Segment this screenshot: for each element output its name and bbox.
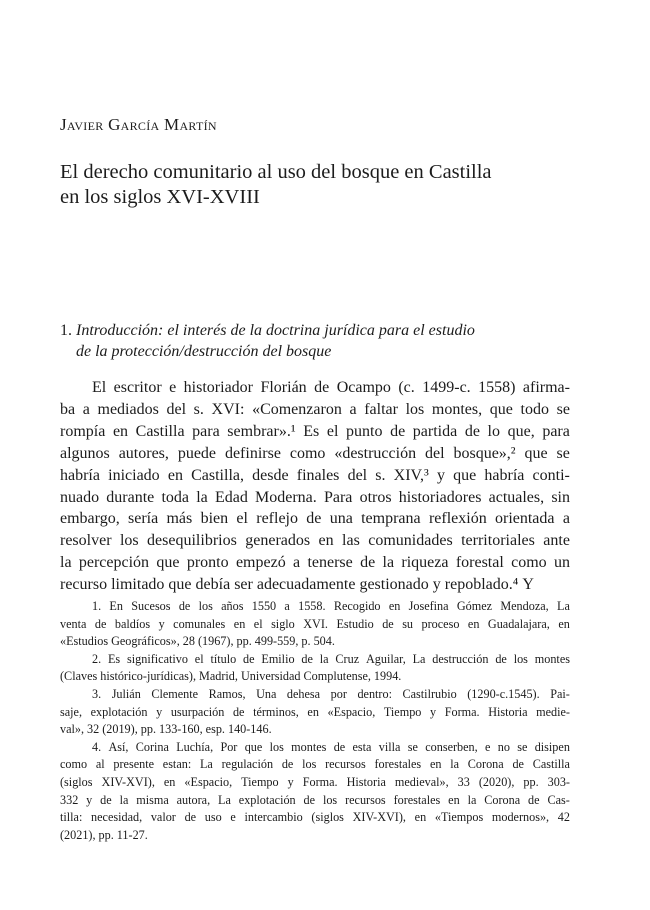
- title-line: El derecho comunitario al uso del bosque en Castilla: [60, 161, 492, 183]
- body-text-line: la percepción que pronto empezó a tenerse de la riqueza forestal como un: [60, 554, 570, 572]
- body-text-line: rompía en Castilla para sembrar».¹ Es el punto de partida de lo que, para: [60, 422, 570, 440]
- footnote-line: «Estudios Geográficos», 28 (1967), pp. 499-559, p. 504.: [60, 634, 335, 649]
- section-heading-line: [60, 320, 600, 341]
- title-line: en los siglos XVI-XVIII: [60, 186, 260, 208]
- footnote-line: (2021), pp. 11-27.: [60, 827, 148, 842]
- footnote-line: (Claves histórico-jurídicas), Madrid, Universidad Complutense, 1994.: [60, 669, 402, 684]
- footnote-line: 4. Así, Corina Luchía, Por que los montes de esta villa se conserben, e no se disipen: [92, 739, 570, 754]
- body-text-line: nuado durante toda la Edad Moderna. Para otros historiadores actuales, sin: [60, 488, 570, 506]
- footnote-line: 2. Es significativo el título de Emilio de la Cruz Aguilar, La destrucción de los montes: [92, 651, 570, 666]
- body-text: [60, 377, 570, 596]
- section-title-line: Introducción: el interés de la doctrina jurídica para el estudio: [76, 322, 475, 339]
- article-title: [60, 160, 560, 210]
- footnote-line: como al presente estan: La regulación de los recursos forestales en la Corona de Castilla: [60, 757, 570, 772]
- footnote-line: 1. En Sucesos de los años 1550 a 1558. Recogido en Josefina Gómez Mendoza, La: [92, 599, 570, 613]
- footnote-line: 3. Julián Clemente Ramos, Una dehesa por dentro: Castilrubio (1290-c.1545). Pai-: [92, 686, 570, 701]
- footnotes: [60, 598, 570, 844]
- footnote-line: venta de baldíos y comunales en el siglo XVI. Estudio de su proceso en Guadalajara, en: [60, 616, 570, 631]
- footnote-line: tilla: necesidad, valor de uso e intercambio (siglos XIV-XVI), en «Tiempos modernos», 42: [60, 810, 570, 825]
- footnote-line: saje, explotación y usurpación de términos, en «Espacio, Tiempo y Forma. Historia medie-: [60, 704, 570, 719]
- body-text-line: algunos autores, puede definirse como «destrucción del bosque»,² que se: [60, 444, 570, 462]
- section-number: 1.: [60, 322, 72, 339]
- section-title-line: de la protección/destrucción del bosque: [76, 343, 332, 360]
- body-text-line: El escritor e historiador Florián de Ocampo (c. 1499-c. 1558) afirma-: [92, 379, 570, 396]
- section-heading: [60, 320, 600, 362]
- body-text-line: embargo, sería más bien el reflejo de una temprana reflexión orientada a: [60, 510, 570, 528]
- body-text-line: habría iniciado en Castilla, desde finales del s. XIV,³ y que habría conti-: [60, 466, 570, 484]
- body-text-line: ba a mediados del s. XVI: «Comenzaron a faltar los montes, que todo se: [60, 400, 570, 418]
- body-text-line: resolver los desequilibrios generados en las comunidades territoriales ante: [60, 532, 570, 550]
- author-name: Javier García Martín: [60, 115, 217, 134]
- footnote-line: val», 32 (2019), pp. 133-160, esp. 140-146.: [60, 722, 272, 737]
- footnote-line: (siglos XIV-XVI), en «Espacio, Tiempo y Forma. Historia medieval», 33 (2020), pp. 303-: [60, 774, 570, 789]
- footnote-line: 332 y de la misma autora, La explotación de los recursos forestales en la Corona de Cas-: [60, 792, 570, 807]
- body-text-line: recurso limitado que debía ser adecuadamente gestionado y repoblado.⁴ Y: [60, 576, 534, 594]
